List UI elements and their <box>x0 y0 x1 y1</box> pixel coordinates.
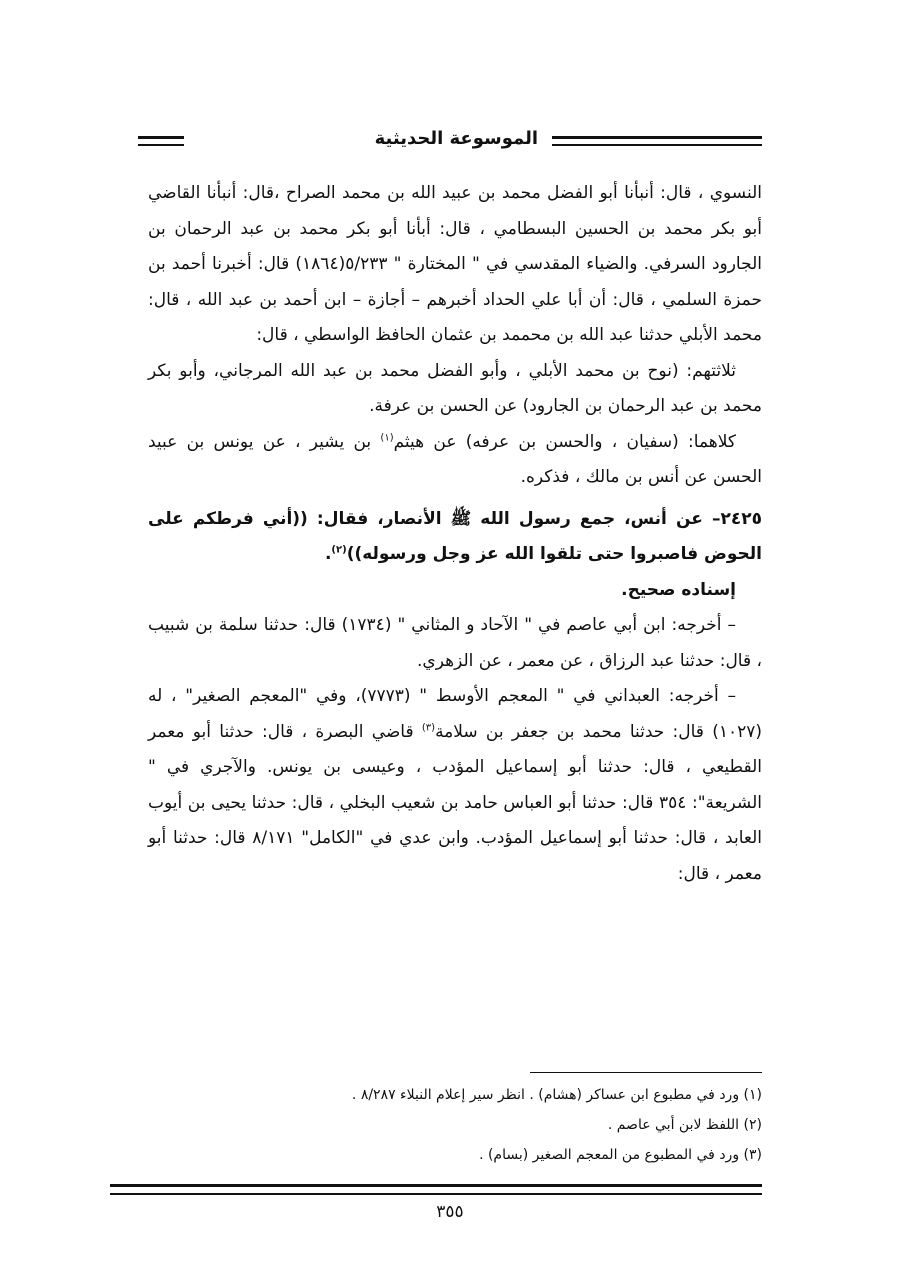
footnote-1: (١) ورد في مطبوع ابن عساكر (هشام) . انظر سير إعلام النبلاء ٨/٢٨٧ . <box>351 1087 762 1103</box>
paragraph-chain-3 <box>148 425 762 496</box>
grading: إسناده صحيح. <box>621 579 736 600</box>
header-rule-right <box>552 136 762 146</box>
main-text <box>148 176 762 892</box>
paragraph-chain-1: النسوي ، قال: أنبأنا أبو الفضل محمد بن عبيد الله بن محمد الصراح ،قال: أنبأنا القاضي أبو بكر محمد بن الحسين البسطامي ، قال: أبأنا أبو بكر محمد بن عبد الرحمان بن الجارود السرفي. والضياء المقدسي في " المختارة " ٥/٢٣٣(١٨٦٤) قال: أخبرنا أحمد بن حمزة السلمي ، قال: أن أبا علي الحداد أخبرهم – أجازة – ابن أحمد بن عبد الله ، قال: محمد الأبلي حدثنا عبد الله بن محممد بن عثمان الحافظ الواسطي ، قال: <box>148 183 762 345</box>
paragraph-takhrij-2-text-b: قاضي البصرة ، قال: حدثنا أبو معمر القطيعي ، قال: حدثنا أبو إسماعيل المؤدب ، وعيسى بن يونس. والآجري في " الشريعة": ٣٥٤ قال: حدثنا أبو العباس حامد بن شعيب البخلي ، قال: حدثنا يحيى بن أيوب العابد ، قال: حدثنا أبو إسماعيل المؤدب. وابن عدي في "الكامل" ٨/١٧١ قال: حدثنا أبو معمر ، قال: <box>148 721 763 884</box>
header-title: الموسوعة الحديثية <box>371 128 542 149</box>
header-rule-left <box>138 136 184 146</box>
paragraph-chain-3-text-b: بن يشير ، عن يونس بن عبيد الحسن عن أنس بن مالك ، فذكره. <box>148 431 762 487</box>
footer-rule <box>110 1184 762 1195</box>
paragraph-chain-2: ثلاثتهم: (نوح بن محمد الأبلي ، وأبو الفضل محمد بن عبد الله المرجاني، وأبو بكر محمد بن عبد الرحمان بن الجارود) عن الحسن بن عرفة. <box>148 360 762 416</box>
paragraph-takhrij-2 <box>148 679 762 892</box>
paragraph-takhrij-1: – أخرجه: ابن أبي عاصم في " الآحاد و المثاني " (١٧٣٤) قال: حدثنا سلمة بن شبيب ، قال: حدثنا عبد الرزاق ، عن معمر ، عن الزهري. <box>148 615 762 671</box>
footnote-separator <box>530 1072 762 1073</box>
footnote-ref-1: (١) <box>380 431 394 443</box>
hadith-text-a: ٢٤٢٥– عن أنس، جمع رسول الله ﷺ الأنصار، فقال: ((أني فرطكم على الحوض فاصبروا حتى تلقوا الله عز وجل ورسوله)) <box>148 508 762 564</box>
paragraph-chain-3-text-a: كلاهما: (سفيان ، والحسن بن عرفه) عن هيثم <box>393 431 736 452</box>
paragraph-takhrij-2-text-a: – أخرجه: العبداني في " المعجم الأوسط " (٧٧٧٣)، وفي "المعجم الصغير" ، له (١٠٢٧) قال: حدثنا محمد بن جعفر بن سلامة <box>148 686 762 742</box>
running-header <box>138 126 762 160</box>
footnotes <box>148 1080 762 1170</box>
footnote-ref-3: (٣) <box>421 721 436 733</box>
footnote-ref-2: (٢) <box>331 544 347 556</box>
footnote-2: (٢) اللفظ لابن أبي عاصم . <box>607 1117 762 1133</box>
page-number: ٣٥٥ <box>436 1202 464 1222</box>
hadith-text <box>148 502 762 573</box>
hadith-text-b: . <box>324 544 332 564</box>
footnote-3: (٣) ورد في المطبوع من المعجم الصغير (بسام) . <box>479 1147 762 1163</box>
